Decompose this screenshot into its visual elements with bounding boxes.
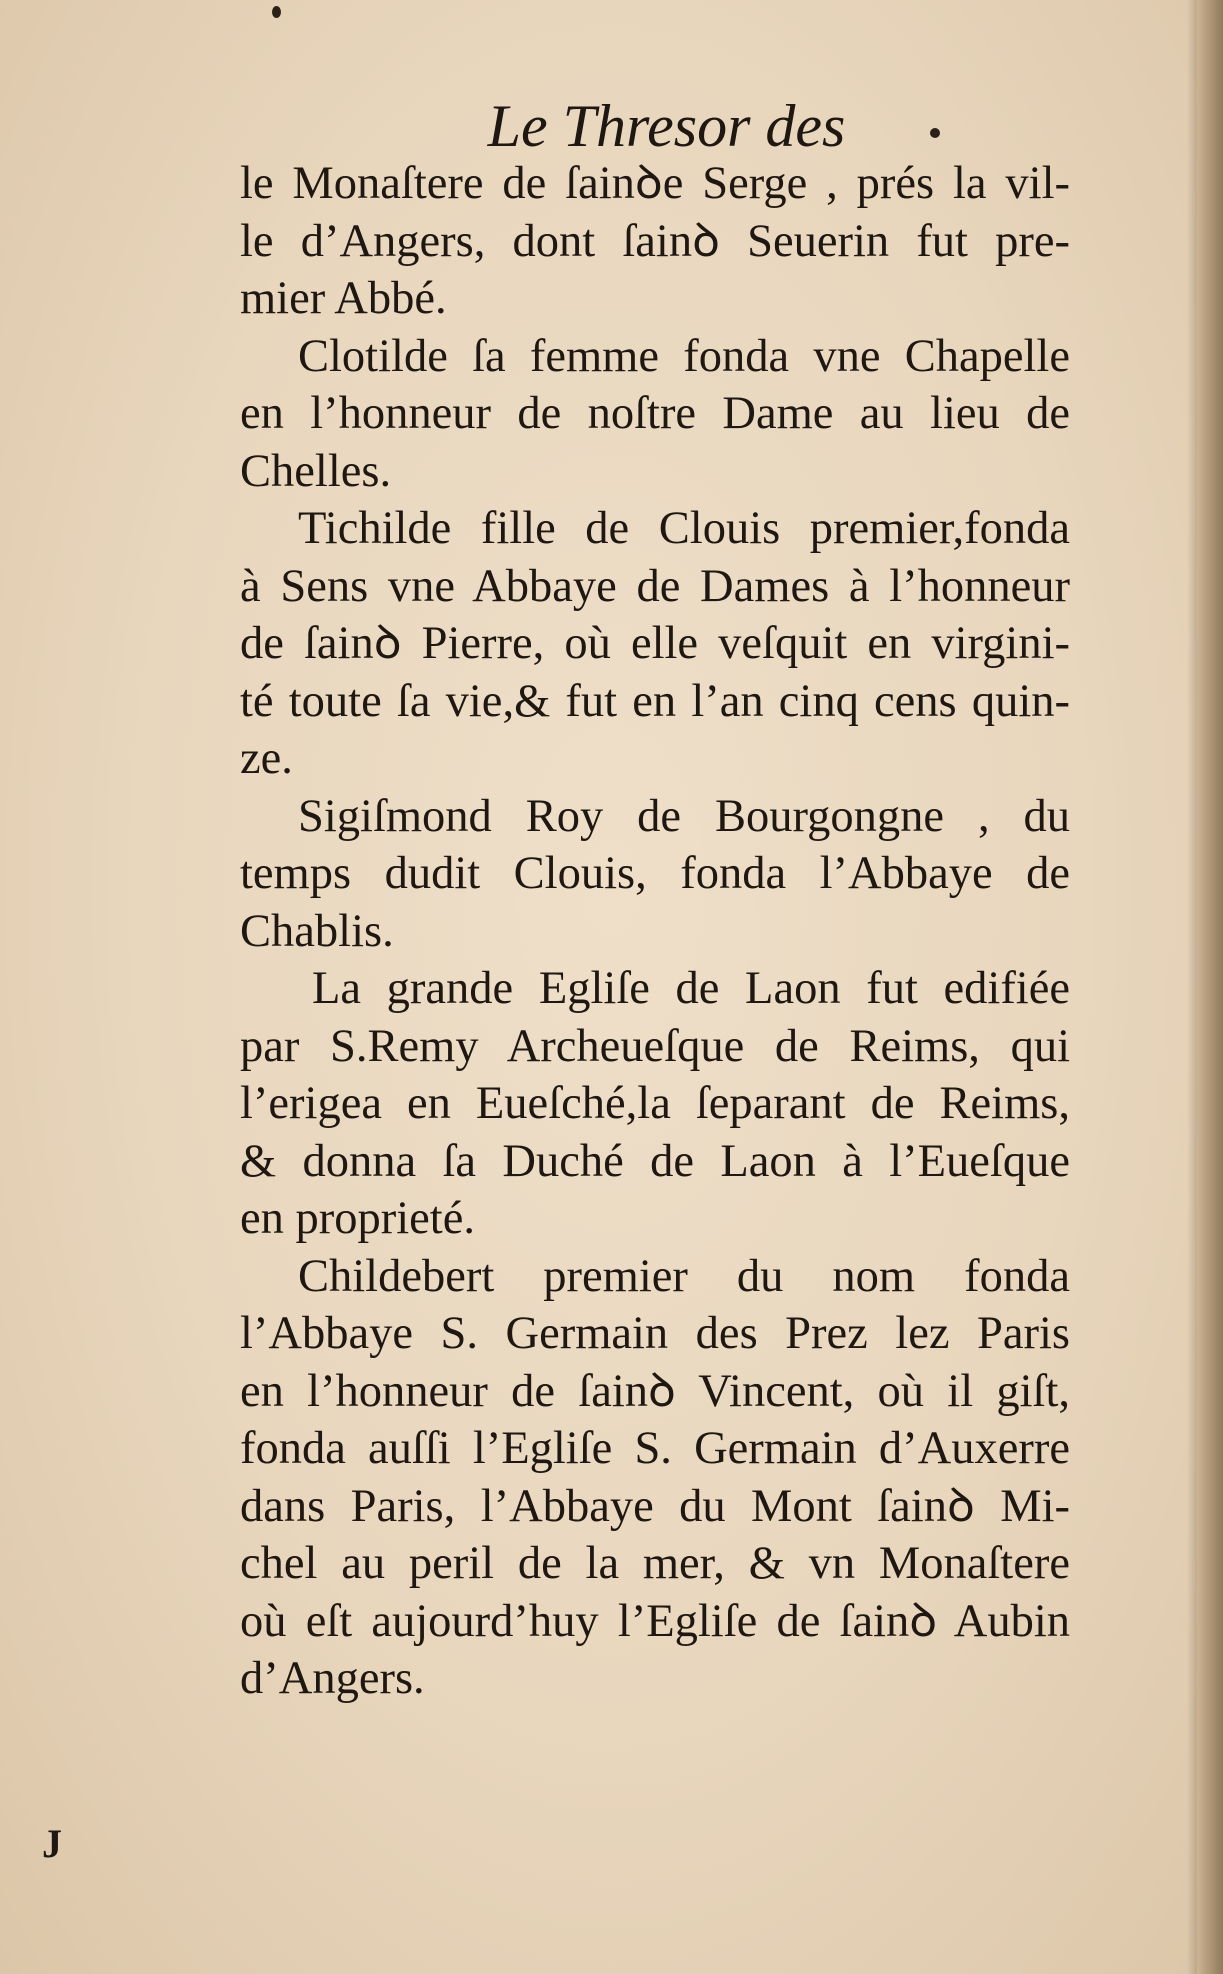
text-line: l’erigea en Eueſché,la ſeparant de Reims,	[240, 1078, 1070, 1129]
text-line: le Monaſtere de ſainꝺe Serge , prés la vil-	[240, 158, 1070, 209]
text-line: de ſainꝺ Pierre, où elle veſquit en virgini-	[240, 618, 1070, 669]
text-line: le d’Angers, dont ſainꝺ Seuerin fut pre-	[240, 215, 1070, 267]
text-line: où eſt aujourd’huy l’Egliſe de ſainꝺ Aubin	[240, 1595, 1070, 1647]
text-line: en l’honneur de noſtre Dame au lieu de	[240, 388, 1070, 439]
text-line: en proprieté.	[240, 1193, 475, 1244]
paragraph	[240, 155, 1070, 328]
text-line: Chablis.	[240, 905, 394, 957]
text-line: Childebert premier du nom fonda	[298, 1250, 1070, 1302]
paragraph	[240, 1248, 1070, 1708]
paragraph	[240, 960, 1070, 1248]
text-line: temps dudit Clouis, fonda l’Abbaye de	[240, 848, 1070, 899]
paragraph	[240, 500, 1070, 788]
text-line: à Sens vne Abbaye de Dames à l’honneur	[240, 560, 1070, 612]
page-gutter-shadow	[1187, 0, 1197, 1974]
text-line: d’Angers.	[240, 1653, 425, 1704]
paragraph	[240, 328, 1070, 501]
paragraph	[240, 788, 1070, 961]
page-edge	[1197, 0, 1223, 1974]
text-line: dans Paris, l’Abbaye du Mont ſainꝺ Mi-	[240, 1480, 1070, 1532]
text-line: ze.	[240, 733, 293, 784]
text-line: fonda auſſi l’Egliſe S. Germain d’Auxerre	[240, 1423, 1070, 1474]
text-line: Clotilde ſa femme fonda vne Chapelle	[298, 330, 1070, 382]
text-line: Sigiſmond Roy de Bourgongne , du	[298, 790, 1070, 842]
running-title: Le Thresor des	[487, 93, 846, 159]
text-line: Chelles.	[240, 445, 392, 497]
body-text	[240, 155, 1070, 1708]
text-line: Tichilde fille de Clouis premier,fonda	[298, 503, 1070, 554]
signature-mark: J	[42, 1821, 62, 1866]
ink-speck	[272, 6, 281, 18]
text-line: té toute ſa vie,& fut en l’an cinq cens quin-	[240, 675, 1070, 727]
text-line: mier Abbé.	[240, 273, 447, 324]
text-line: chel au peril de la mer, & vn Monaſtere	[240, 1538, 1070, 1589]
text-line: La grande Egliſe de Laon fut edifiée	[312, 963, 1070, 1014]
text-line: en l’honneur de ſainꝺ Vincent, où il giſt,	[240, 1365, 1070, 1417]
text-line: & donna ſa Duché de Laon à l’Eueſque	[240, 1135, 1070, 1187]
text-line: par S.Remy Archeueſque de Reims, qui	[240, 1020, 1070, 1072]
text-line: l’Abbaye S. Germain des Prez lez Paris	[240, 1308, 1070, 1359]
